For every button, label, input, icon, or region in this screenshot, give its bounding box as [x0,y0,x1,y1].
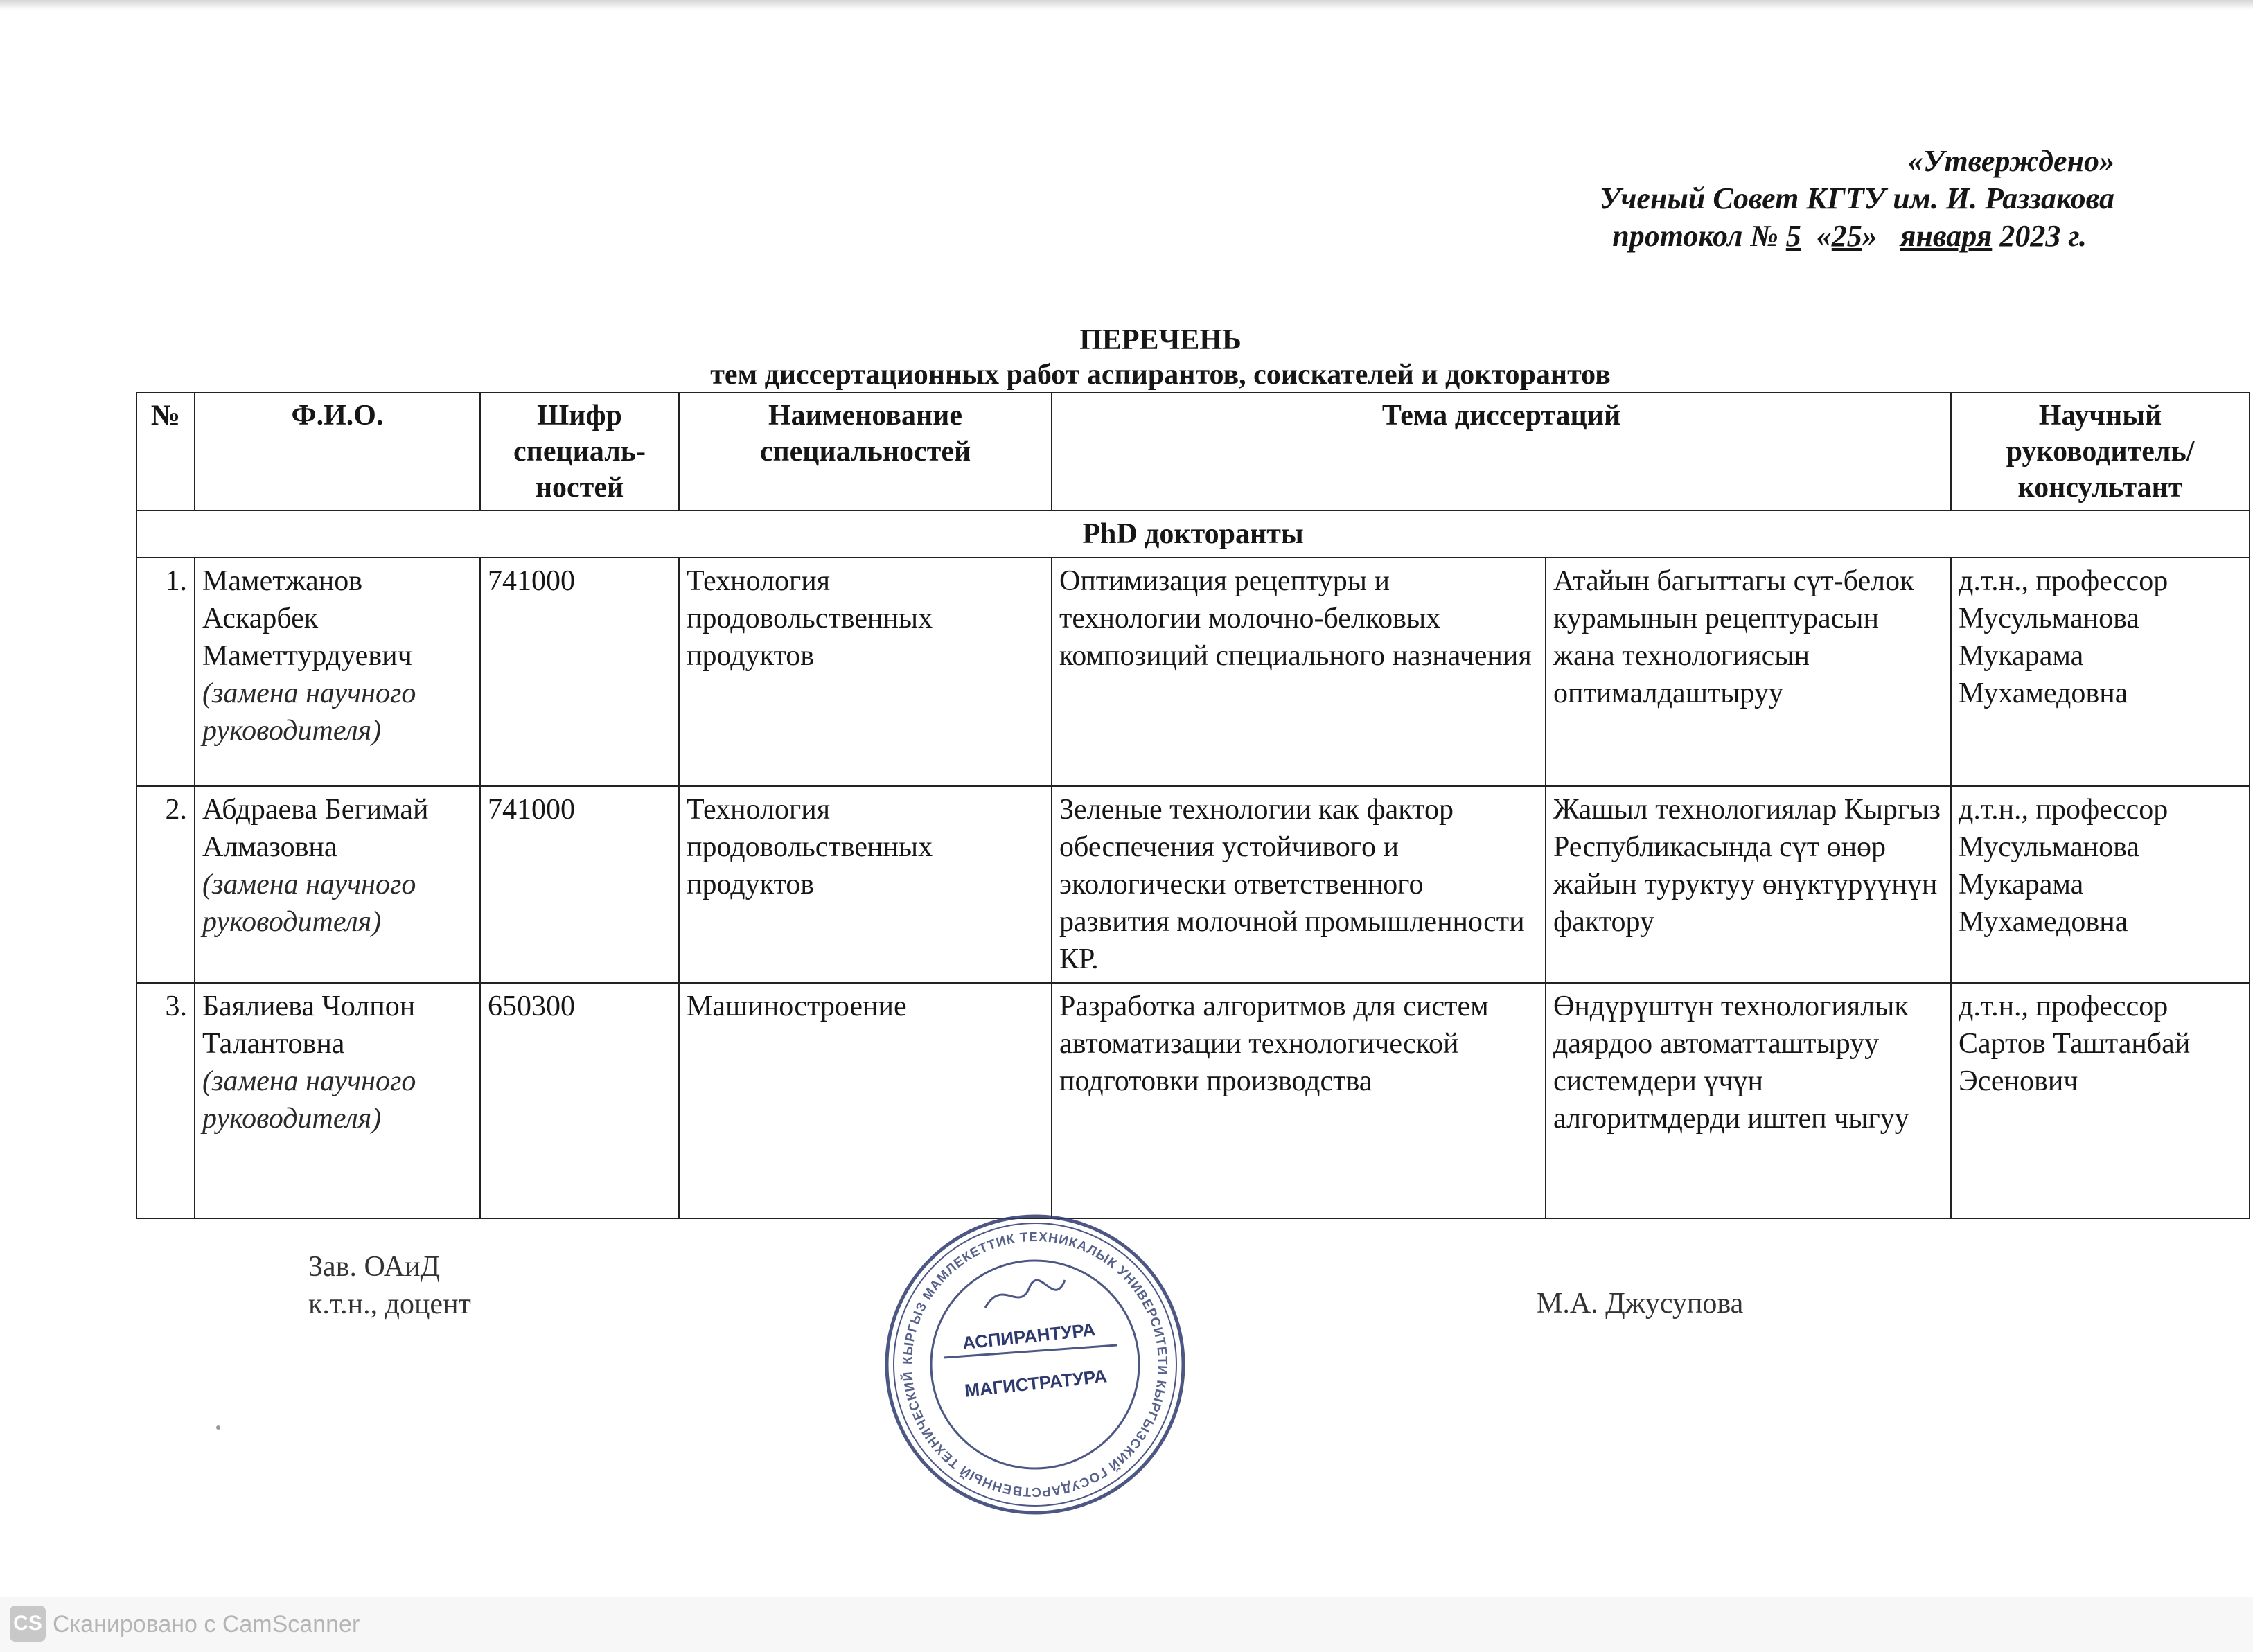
student-name: Абдраева Бегимай Алмазовна [202,794,429,863]
row-specialty: Технология продовольственных продуктов [679,558,1052,786]
document-title [0,323,2253,392]
row-code: 741000 [480,558,679,786]
protocol-day-close: » [1862,219,1878,253]
row-supervisor: д.т.н., профессор Сартов Таштанбай Эсенович [1951,983,2250,1218]
approval-protocol [1600,217,2087,255]
protocol-number: 5 [1785,219,1801,253]
row-num: 3. [136,983,195,1218]
row-num: 1. [136,558,195,786]
page-edge-shadow [0,0,2253,10]
section-title: PhD докторанты [136,510,2250,558]
protocol-day-open: « [1816,219,1832,253]
title-subheading: тем диссертационных работ аспирантов, соискателей и докторантов [710,359,1611,391]
dissertation-table [136,392,2250,1219]
row-fio [195,558,480,786]
signature-name: М.А. Джусупова [1537,1288,1744,1320]
table-header-row [136,393,2250,510]
camscanner-watermark: Сканировано с CamScanner [53,1611,360,1637]
table-row [136,983,2250,1218]
row-specialty: Машиностроение [679,983,1052,1218]
row-topic-ru: Оптимизация рецептуры и технологии молочно-белковых композиций специального назначения [1052,558,1546,786]
header-supervisor: Научный руководитель/ консультант [1951,393,2250,510]
stamp-ring-text: КЫРГЫЗ МАМЛЕКЕТТИК ТЕХНИКАЛЫК УНИВЕРСИТЕТИ КЫРГЫЗСКИЙ ГОСУДАРСТВЕННЫЙ ТЕХНИЧЕСКИЙ [900,1229,1170,1500]
row-supervisor: д.т.н., профессор Мусульманова Мукарама Мухамедовна [1951,558,2250,786]
protocol-month: января [1900,219,1993,253]
replacement-note: (замена научного руководителя) [202,677,416,747]
official-stamp [881,1211,1189,1518]
row-fio [195,786,480,983]
row-code: 741000 [480,786,679,983]
row-supervisor: д.т.н., профессор Мусульманова Мукарама Мухамедовна [1951,786,2250,983]
header-specialty: Наименование специальностей [679,393,1052,510]
row-specialty: Технология продовольственных продуктов [679,786,1052,983]
approval-title: «Утверждено» [1907,144,2114,178]
camscanner-logo-icon: CS [10,1606,46,1642]
protocol-year: 2023 г. [1999,219,2087,253]
signature-position: Зав. ОАиД [308,1251,441,1283]
header-topic: Тема диссертаций [1052,393,1951,510]
student-name: Баялиева Чолпон Талантовна [202,991,416,1060]
signature-degree: к.т.н., доцент [308,1288,471,1320]
approval-council: Ученый Совет КГТУ им. И. Раззакова [1599,181,2114,215]
header-num: № [136,393,195,510]
stamp-seal-graphic [881,1211,1189,1518]
row-fio [195,983,480,1218]
table-row [136,786,2250,983]
row-topic-ru: Зеленые технологии как фактор обеспечения устойчивого и экологически ответственного развития молочной промышленности КР. [1052,786,1546,983]
table-row [136,558,2250,786]
approval-block [1600,143,2114,255]
replacement-note: (замена научного руководителя) [202,1065,416,1135]
protocol-prefix: протокол № [1612,219,1778,253]
row-topic-ru: Разработка алгоритмов для систем автоматизации технологической подготовки производства [1052,983,1546,1218]
student-name: Маметжанов Аскарбек Маметтурдуевич [202,565,412,672]
row-topic-ky: Өндүрүштүн технологиялык даярдоо автоматташтыруу системдери үчүн алгоритмдерди иштеп чыгуу [1546,983,1951,1218]
header-code: Шифр специаль-ностей [480,393,679,510]
title-heading: ПЕРЕЧЕНЬ [1079,324,1242,356]
signature-position-block [308,1248,471,1323]
row-num: 2. [136,786,195,983]
section-row [136,510,2250,558]
header-fio: Ф.И.О. [195,393,480,510]
row-topic-ky: Жашыл технологиялар Кыргыз Республикасында сүт өнөр жайын туруктуу өнүктүрүүнүн фактору [1546,786,1951,983]
replacement-note: (замена научного руководителя) [202,869,416,938]
protocol-day: 25 [1831,219,1862,253]
stamp-center-top: АСПИРАНТУРА [961,1319,1097,1354]
row-topic-ky: Атайын багыттагы сүт-белок курамынын рецептурасын жана технологиясын оптималдаштыруу [1546,558,1951,786]
row-code: 650300 [480,983,679,1218]
scan-speck [216,1425,220,1430]
stamp-center-bottom: МАГИСТРАТУРА [963,1365,1108,1401]
